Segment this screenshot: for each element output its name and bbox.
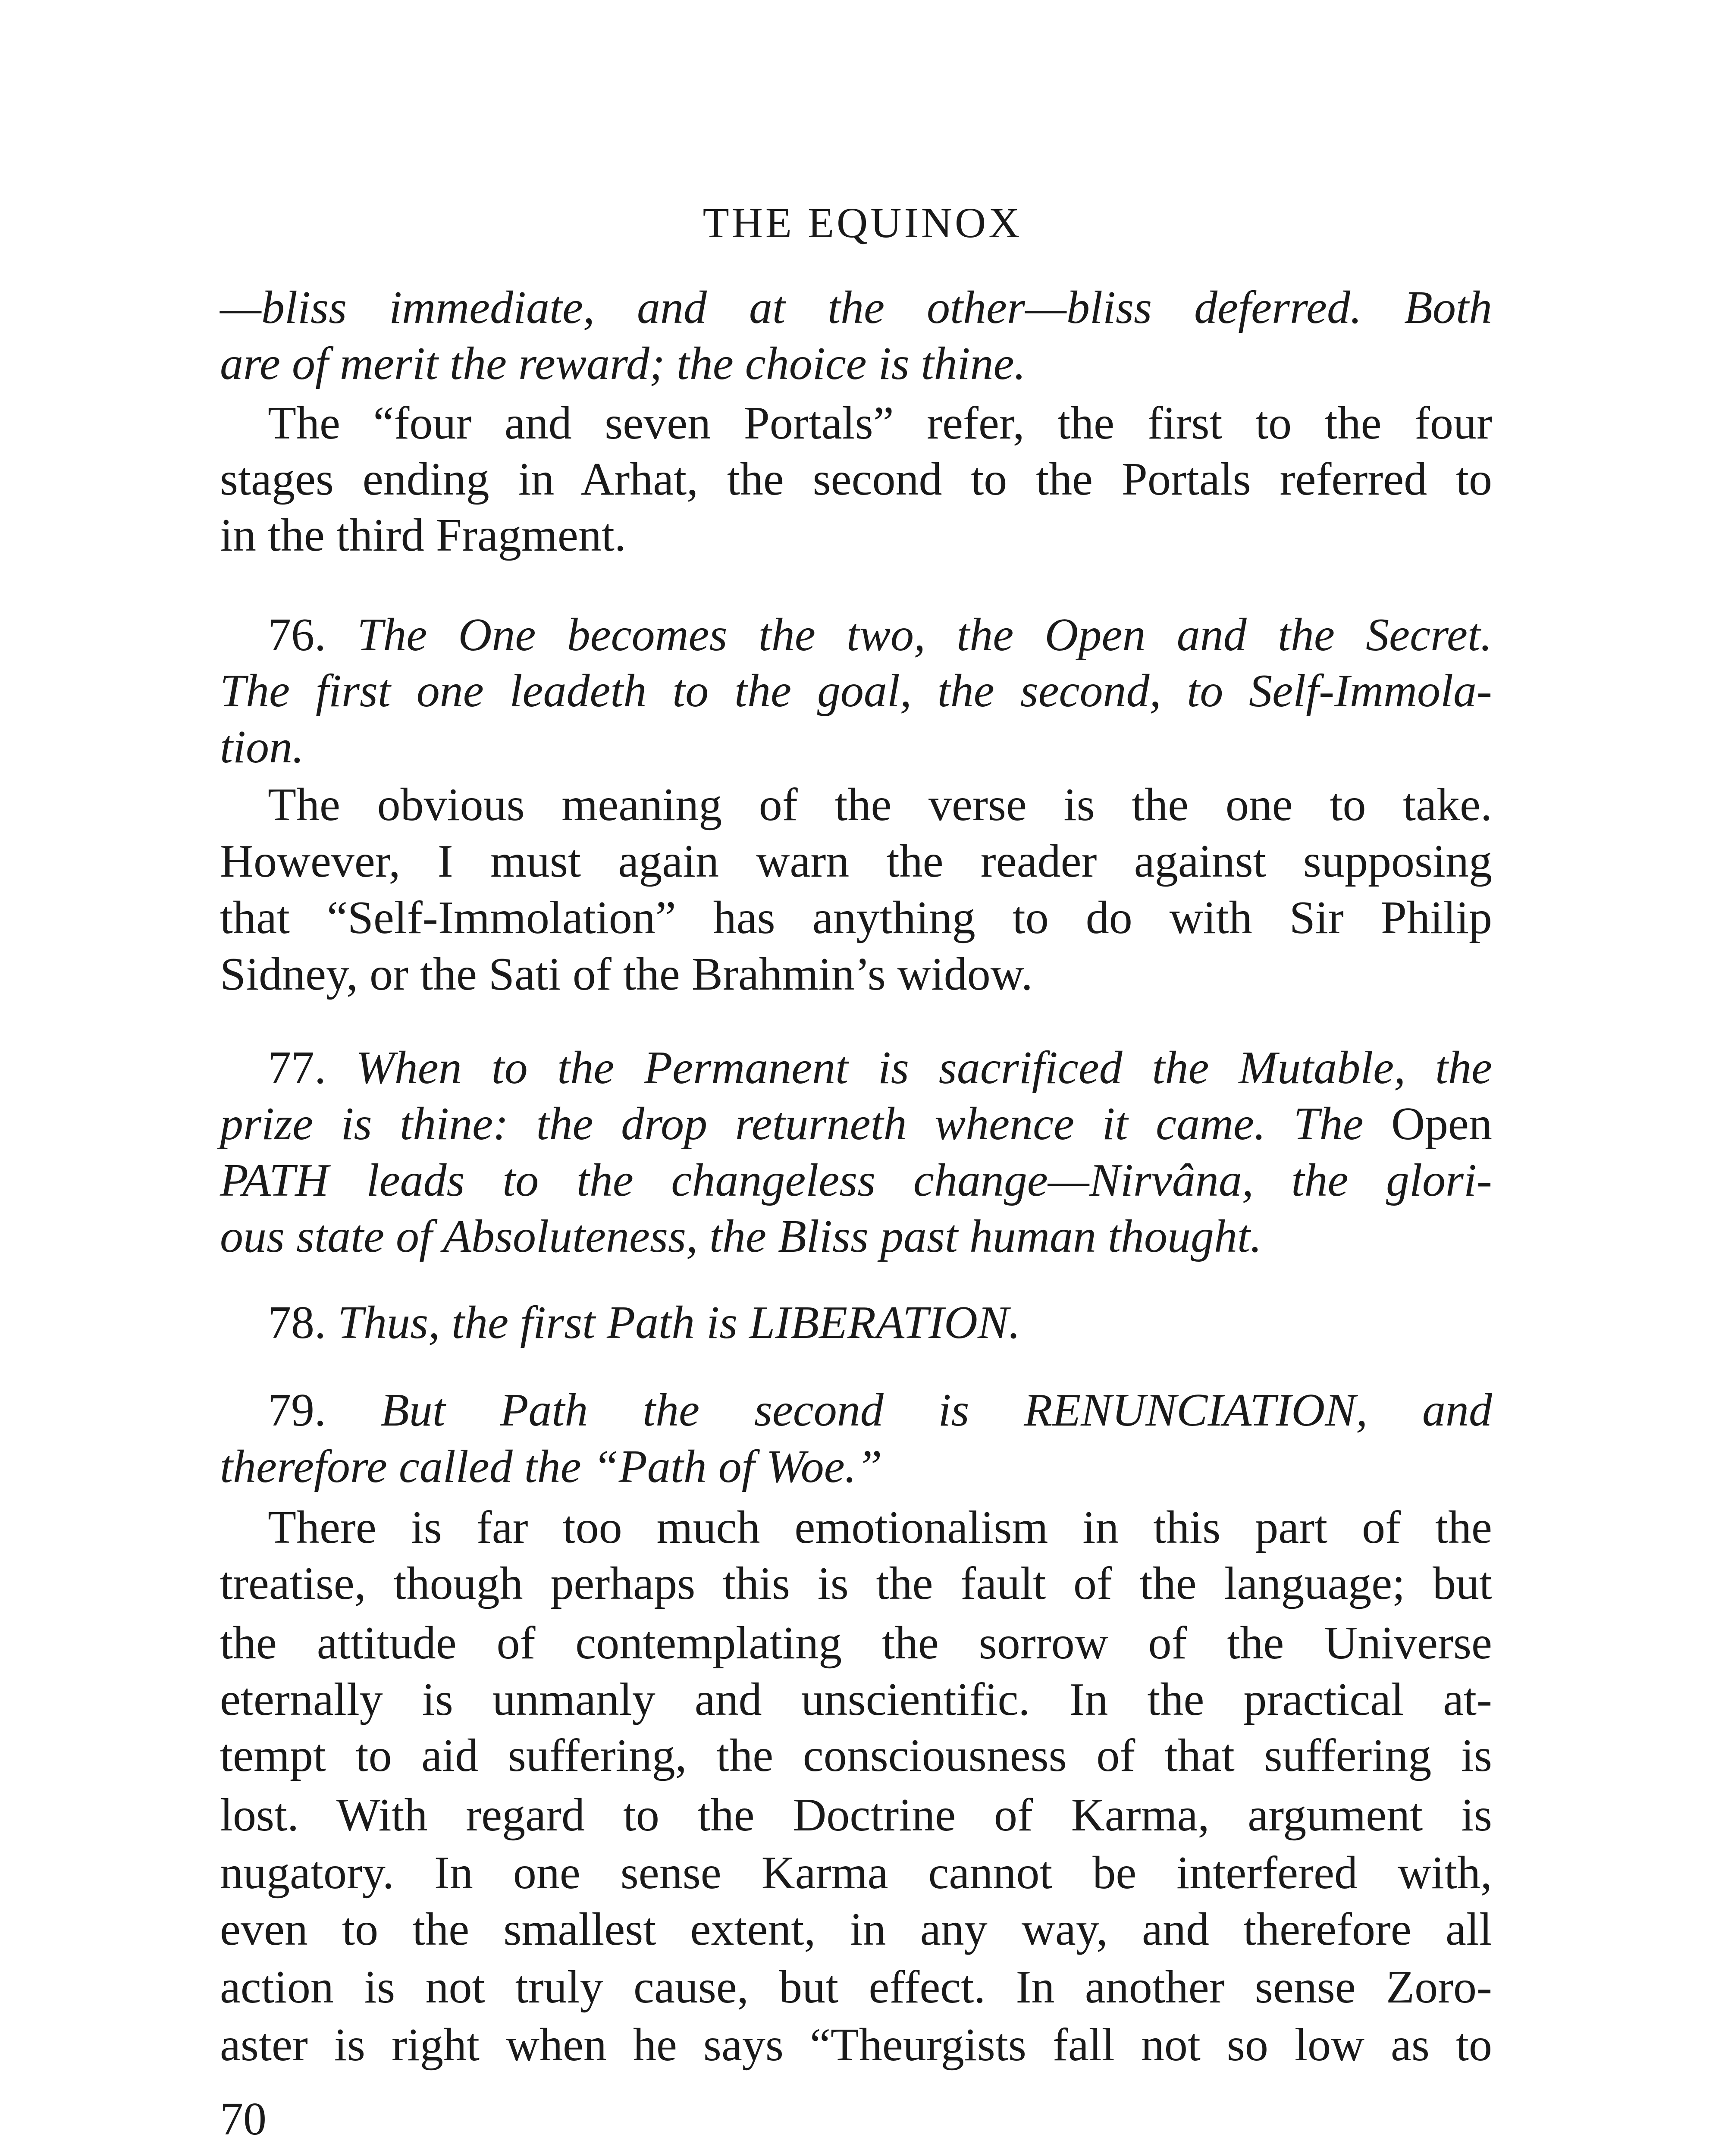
italic-text: prize is thine: the drop returneth whence it came. The — [220, 1098, 1392, 1150]
roman-text: However, I must again warn the reader against supposing — [220, 836, 1492, 887]
italic-text: PATH leads to the changeless change—Nirvâna, the glori- — [220, 1155, 1492, 1206]
text-line — [220, 1096, 1492, 1152]
roman-text: treatise, though perhaps this is the fault of the language; but — [220, 1558, 1492, 1609]
roman-text: in the third Fragment. — [220, 510, 626, 561]
text-line — [220, 890, 1492, 946]
text-line — [220, 663, 1492, 719]
text-line — [220, 946, 1492, 1003]
italic-text: The first one leadeth to the goal, the second, to Self-Immola- — [220, 665, 1492, 717]
text-line — [220, 1439, 1492, 1495]
italic-text: When to the Permanent is sacrificed the Mutable, the — [355, 1042, 1492, 1094]
text-line — [268, 1500, 1492, 1556]
italic-text: ous state of Absoluteness, the Bliss past human thought. — [220, 1211, 1262, 1262]
text-line — [220, 336, 1492, 392]
roman-text: nugatory. In one sense Karma cannot be interfered with, — [220, 1847, 1492, 1899]
running-header: THE EQUINOX — [703, 199, 1022, 247]
text-line — [220, 1615, 1492, 1671]
text-line — [268, 607, 1492, 663]
text-line — [220, 1209, 1492, 1265]
italic-text: But Path the second is RENUNCIATION, and — [380, 1385, 1492, 1436]
roman-text: 76. — [268, 609, 358, 661]
roman-text: The obvious meaning of the verse is the one to take. — [268, 779, 1492, 830]
text-line — [268, 777, 1492, 833]
page-number: 70 — [220, 2093, 267, 2145]
text-line — [220, 280, 1492, 336]
italic-text: Thus, the first Path is LIBERATION. — [338, 1297, 1021, 1348]
roman-text: even to the smallest extent, in any way, and therefore all — [220, 1904, 1492, 1955]
text-line — [220, 1902, 1492, 1958]
text-line — [220, 1153, 1492, 1209]
roman-text: Open — [1391, 1098, 1492, 1150]
roman-text: stages ending in Arhat, the second to the Portals referred to — [220, 454, 1492, 505]
text-line — [268, 1382, 1492, 1438]
italic-text: —bliss immediate, and at the other—bliss deferred. Both — [220, 282, 1492, 333]
text-line — [268, 395, 1492, 451]
roman-text: lost. With regard to the Doctrine of Karma, argument is — [220, 1789, 1492, 1841]
text-line — [268, 1040, 1492, 1096]
roman-text: tempt to aid suffering, the consciousness of that suffering is — [220, 1730, 1492, 1781]
roman-text: eternally is unmanly and unscientific. In the practical at- — [220, 1674, 1492, 1725]
text-line — [220, 2017, 1492, 2073]
italic-text: tion. — [220, 721, 304, 773]
text-line — [220, 1959, 1492, 2015]
roman-text: aster is right when he says “Theurgists fall not so low as to — [220, 2019, 1492, 2071]
text-line — [220, 1556, 1492, 1612]
roman-text: The “four and seven Portals” refer, the first to the four — [268, 398, 1492, 449]
roman-text: 79. — [268, 1385, 381, 1436]
roman-text: action is not truly cause, but effect. In another sense Zoro- — [220, 1962, 1492, 2013]
text-line — [220, 451, 1492, 508]
italic-text: are of merit the reward; the choice is thine. — [220, 338, 1026, 389]
roman-text: There is far too much emotionalism in this part of the — [268, 1502, 1492, 1553]
text-line — [220, 1787, 1492, 1843]
body-text — [0, 280, 1725, 2073]
roman-text: 77. — [268, 1042, 356, 1094]
text-line — [220, 1728, 1492, 1784]
text-line — [220, 719, 1492, 775]
text-line — [268, 1295, 1492, 1351]
text-line — [220, 508, 1492, 564]
text-line — [220, 834, 1492, 890]
roman-text: the attitude of contemplating the sorrow of the Universe — [220, 1617, 1492, 1669]
roman-text: that “Self-Immolation” has anything to do with Sir Philip — [220, 892, 1492, 943]
text-line — [220, 1672, 1492, 1728]
italic-text: therefore called the “Path of Woe.” — [220, 1441, 882, 1492]
text-line — [220, 1845, 1492, 1901]
roman-text: Sidney, or the Sati of the Brahmin’s widow. — [220, 949, 1033, 1000]
roman-text: 78. — [268, 1297, 338, 1348]
italic-text: The One becomes the two, the Open and the Secret. — [357, 609, 1493, 661]
